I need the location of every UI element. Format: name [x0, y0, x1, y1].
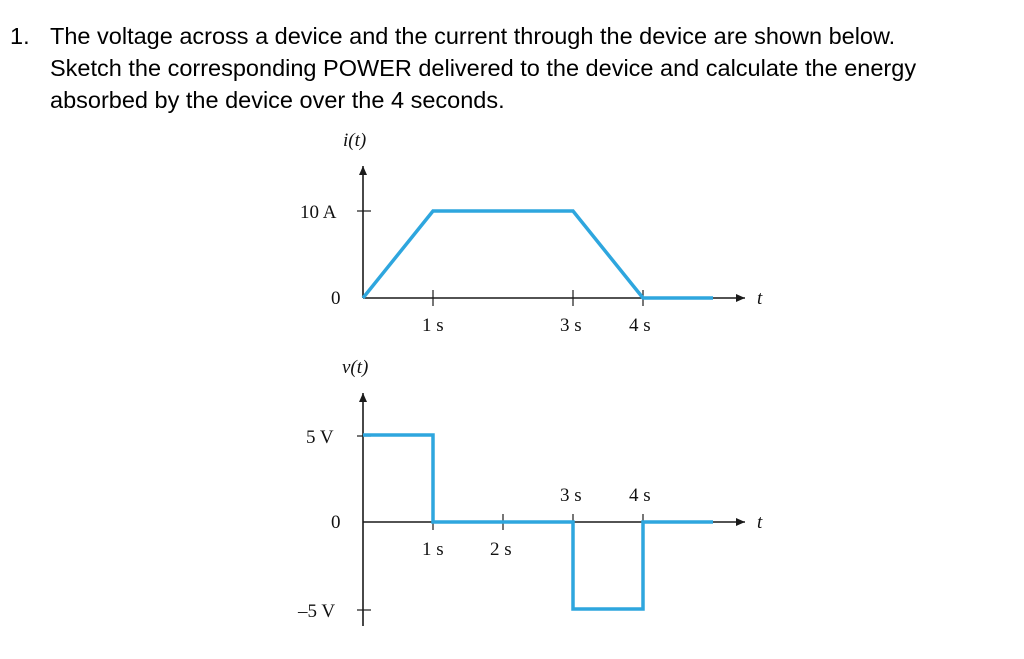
- voltage-y-tick-label-neg: –5 V: [298, 601, 336, 622]
- voltage-x-label: t: [757, 512, 763, 533]
- current-x-tick-label-1: 1 s: [422, 315, 444, 336]
- current-y-tick-label-10: 10 A: [300, 202, 337, 223]
- voltage-graph: [297, 357, 763, 626]
- current-x-tick-label-3: 3 s: [560, 315, 582, 336]
- current-graph: [300, 130, 763, 336]
- voltage-y-label: v(t): [342, 357, 369, 378]
- question-number: 1.: [10, 23, 30, 49]
- current-y-label: i(t): [343, 130, 367, 151]
- voltage-y-tick-label-pos: 5 V: [306, 427, 334, 448]
- current-x-tick-label-4: 4 s: [629, 315, 651, 336]
- current-waveform: [363, 211, 713, 298]
- current-origin-label: 0: [331, 288, 341, 309]
- voltage-x-tick-label-3: 3 s: [560, 485, 582, 506]
- question-line-2: Sketch the corresponding POWER delivered to the device and calculate the energy: [50, 55, 917, 81]
- question-line-3: absorbed by the device over the 4 seconds.: [50, 87, 505, 113]
- voltage-origin-label: 0: [331, 512, 341, 533]
- question-line-1: The voltage across a device and the current through the device are shown below.: [50, 23, 896, 49]
- voltage-x-tick-label-1: 1 s: [422, 539, 444, 560]
- voltage-x-tick-label-2: 2 s: [490, 539, 512, 560]
- current-x-label: t: [757, 288, 763, 309]
- voltage-x-tick-label-4: 4 s: [629, 485, 651, 506]
